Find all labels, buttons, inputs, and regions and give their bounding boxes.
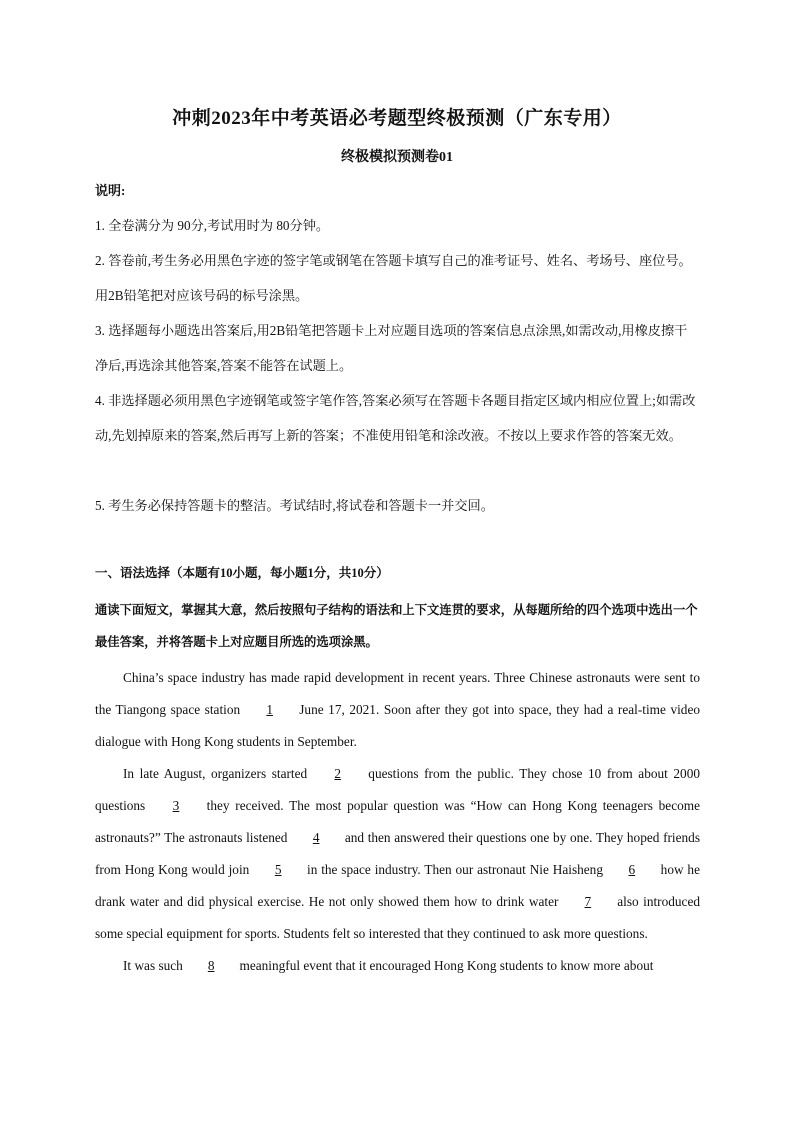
passage-text: they received. The most popular question was “How can Hong Kong teenagers become astronauts?” The astronauts listened bbox=[95, 798, 700, 845]
passage-text: in the space industry. Then our astronaut Nie Haisheng bbox=[303, 862, 607, 877]
passage-text: It was such bbox=[123, 958, 187, 973]
blank-1: 1 bbox=[266, 702, 274, 717]
blank-8: 8 bbox=[207, 958, 215, 973]
passage-text: China’s space industry has made rapid development in recent years. Three Chinese astronauts were sent to the Tiangong space station bbox=[95, 670, 700, 717]
blank-4: 4 bbox=[312, 830, 320, 845]
passage-text: meaningful event that it encouraged Hong Kong students to know more about bbox=[236, 958, 654, 973]
blank-3: 3 bbox=[172, 798, 180, 813]
passage-text: In late August, organizers started bbox=[123, 766, 313, 781]
section-instruction: 通读下面短文，掌握其大意，然后按照句子结构的语法和上下文连贯的要求，从每题所给的四个选项中选出一个最佳答案，并将答题卡上对应题目所选的选项涂黑。 bbox=[95, 603, 698, 649]
note-item-4: 4. 非选择题必须用黑色字迹钢笔或签字笔作答,答案必须写在答题卡各题目指定区域内相应位置上;如需改动,先划掉原来的答案,然后再写上新的答案；不准使用铅笔和涂改液。不按以上要求作答的答案无效。 bbox=[95, 393, 696, 443]
note-item-2: 2. 答卷前,考生务必用黑色字迹的签字笔或钢笔在答题卡填写自己的准考证号、姓名、考场号、座位号。用2B铅笔把对应该号码的标号涂黑。 bbox=[95, 253, 692, 303]
section-heading: 一、语法选择（本题有10小题，每小题1分，共10分） bbox=[95, 566, 389, 580]
passage-text: questions from the public. They chose 10 from about 2000 questions bbox=[95, 766, 700, 813]
reading-passage bbox=[95, 662, 700, 982]
passage-text: also introduced some special equipment for sports. Students felt so interested that they continued to ask more questions. bbox=[95, 894, 700, 941]
page-subtitle: 终极模拟预测卷01 bbox=[341, 150, 453, 165]
passage-paragraph-1 bbox=[95, 662, 700, 758]
passage-text: June 17, 2021. Soon after they got into space, they had a real-time video dialogue with Hong Kong students in September. bbox=[95, 702, 701, 749]
note-item-5: 5. 考生务必保持答题卡的整洁。考试结时,将试卷和答题卡一并交回。 bbox=[95, 498, 494, 513]
blank-5: 5 bbox=[274, 862, 282, 877]
passage-text: and then answered their questions one by one. They hoped friends from Hong Kong would join bbox=[95, 830, 700, 877]
blank-7: 7 bbox=[584, 894, 592, 909]
note-item-1: 1. 全卷满分为 90分,考试用时为 80分钟。 bbox=[95, 218, 330, 233]
blank-2: 2 bbox=[334, 766, 342, 781]
passage-paragraph-3 bbox=[95, 950, 700, 982]
blank-6: 6 bbox=[628, 862, 636, 877]
notes-heading: 说明: bbox=[95, 183, 126, 198]
note-item-3: 3. 选择题每小题选出答案后,用2B铅笔把答题卡上对应题目选项的答案信息点涂黑,如需改动,用橡皮擦干净后,再选涂其他答案,答案不能答在试题上。 bbox=[95, 323, 688, 373]
page-title: 冲刺2023年中考英语必考题型终极预测（广东专用） bbox=[172, 108, 622, 129]
passage-paragraph-2 bbox=[95, 758, 700, 950]
passage-text: how he drank water and did physical exercise. He not only showed them how to drink water bbox=[95, 862, 700, 909]
